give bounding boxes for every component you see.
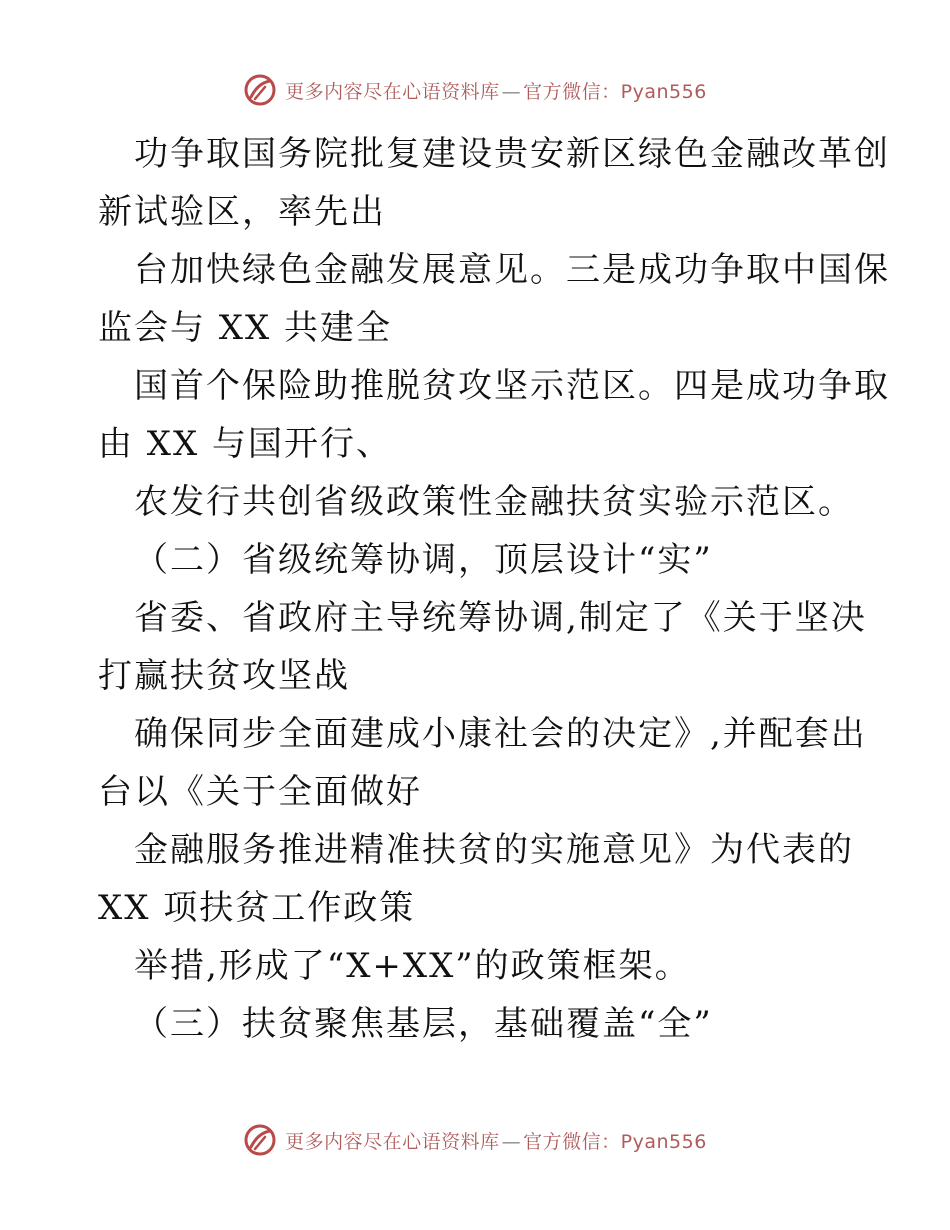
brush-seal-icon (243, 1123, 277, 1157)
text-line: 台加快绿色金融发展意见。三是成功争取中国保 (134, 250, 890, 290)
text-line: 监会与 XX 共建全 (98, 308, 393, 348)
text-line: 新试验区，率先出 (98, 192, 386, 232)
watermark-text: 更多内容尽在心语资料库 — 官方微信：Pyan556 (285, 80, 707, 103)
brush-seal-icon (243, 73, 277, 107)
text-line: 举措,形成了“X+XX”的政策框架。 (134, 946, 691, 986)
text-line: 由 XX 与国开行、 (98, 424, 393, 464)
text-line: 台以《关于全面做好 (98, 772, 422, 812)
footer-watermark (0, 1120, 950, 1160)
text-line: 功争取国务院批复建设贵安新区绿色金融改革创 (134, 134, 890, 174)
text-line: 国首个保险助推脱贫攻坚示范区。四是成功争取 (134, 366, 890, 406)
watermark-text: 更多内容尽在心语资料库 — 官方微信：Pyan556 (285, 1130, 707, 1153)
header-watermark (0, 70, 950, 110)
text-line: 金融服务推进精准扶贫的实施意见》为代表的 (134, 830, 854, 870)
text-line: 打赢扶贫攻坚战 (98, 656, 350, 696)
text-line: XX 项扶贫工作政策 (98, 888, 416, 928)
text-line: （三）扶贫聚焦基层，基础覆盖“全” (134, 1004, 713, 1044)
text-line: 省委、省政府主导统筹协调,制定了《关于坚决 (134, 598, 867, 638)
document-body (98, 125, 890, 1053)
text-line: （二）省级统筹协调，顶层设计“实” (134, 540, 713, 580)
text-line: 确保同步全面建成小康社会的决定》,并配套出 (134, 714, 867, 754)
text-line: 农发行共创省级政策性金融扶贫实验示范区。 (134, 482, 854, 522)
